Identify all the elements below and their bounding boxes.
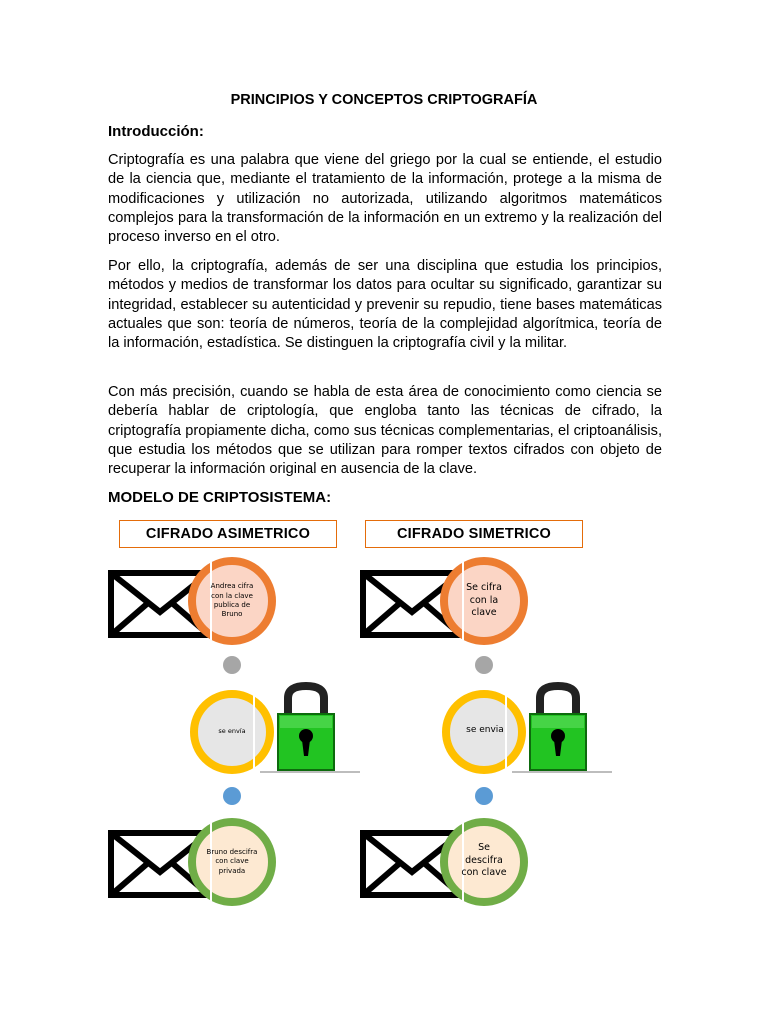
intro-heading: Introducción: xyxy=(108,123,204,140)
asymmetric-label: CIFRADO ASIMETRICO xyxy=(119,520,337,548)
sym-step1-text: Se cifra con la clave xyxy=(466,581,502,619)
sym-step3-text: Se descifra con clave xyxy=(461,841,507,879)
connector-dot xyxy=(223,787,241,805)
connector-dot xyxy=(475,656,493,674)
padlock-icon xyxy=(256,684,360,776)
asym-step3-text: Bruno descifra con clave privada xyxy=(206,847,258,875)
paragraph-1: Criptografía es una palabra que viene del griego por la cual se entiende, el estudio de la ciencia que, mediante el tratamiento de la información, protege a la misma de modificaciones y utilización no autorizada, utilizando algoritmos matemáticos complejos para la transformación de la información en un extremo y la realización del proceso inverso en el otro. xyxy=(108,152,662,246)
model-heading: MODELO DE CRIPTOSISTEMA: xyxy=(108,489,332,506)
connector-dot xyxy=(223,656,241,674)
asym-step1-text: Andrea cifra con la clave publica de Bruno xyxy=(210,582,254,619)
document-title: PRINCIPIOS Y CONCEPTOS CRIPTOGRAFÍA xyxy=(230,92,538,108)
paragraph-3: Con más precisión, cuando se habla de esta área de conocimiento como ciencia se debería hablar de criptología, que engloba tanto las técnicas de cifrado, la criptografía propiamente dicha, como sus técnicas complementarias, el criptoanálisis, que estudia los métodos que se utilizan para romper textos cifrados con objeto de recuperar la información original en ausencia de la clave. xyxy=(108,384,662,478)
asym-step2-text: se envía xyxy=(218,726,246,735)
paragraph-2: Por ello, la criptografía, además de ser una disciplina que estudia los principios, métodos y medios de transformar los datos para ocultar su significado, garantizar su integridad, establecer su autenticidad y prevenir su repudio, tiene bases matemáticas actuales que son: teoría de números, teoría de la complejidad algorítmica, teoría de la información, estadística. Se distinguen la criptografía civil y la militar. xyxy=(108,258,662,352)
sym-step2-text: se envia xyxy=(466,724,504,735)
connector-dot xyxy=(475,787,493,805)
padlock-icon xyxy=(508,684,612,776)
symmetric-label: CIFRADO SIMETRICO xyxy=(365,520,583,548)
